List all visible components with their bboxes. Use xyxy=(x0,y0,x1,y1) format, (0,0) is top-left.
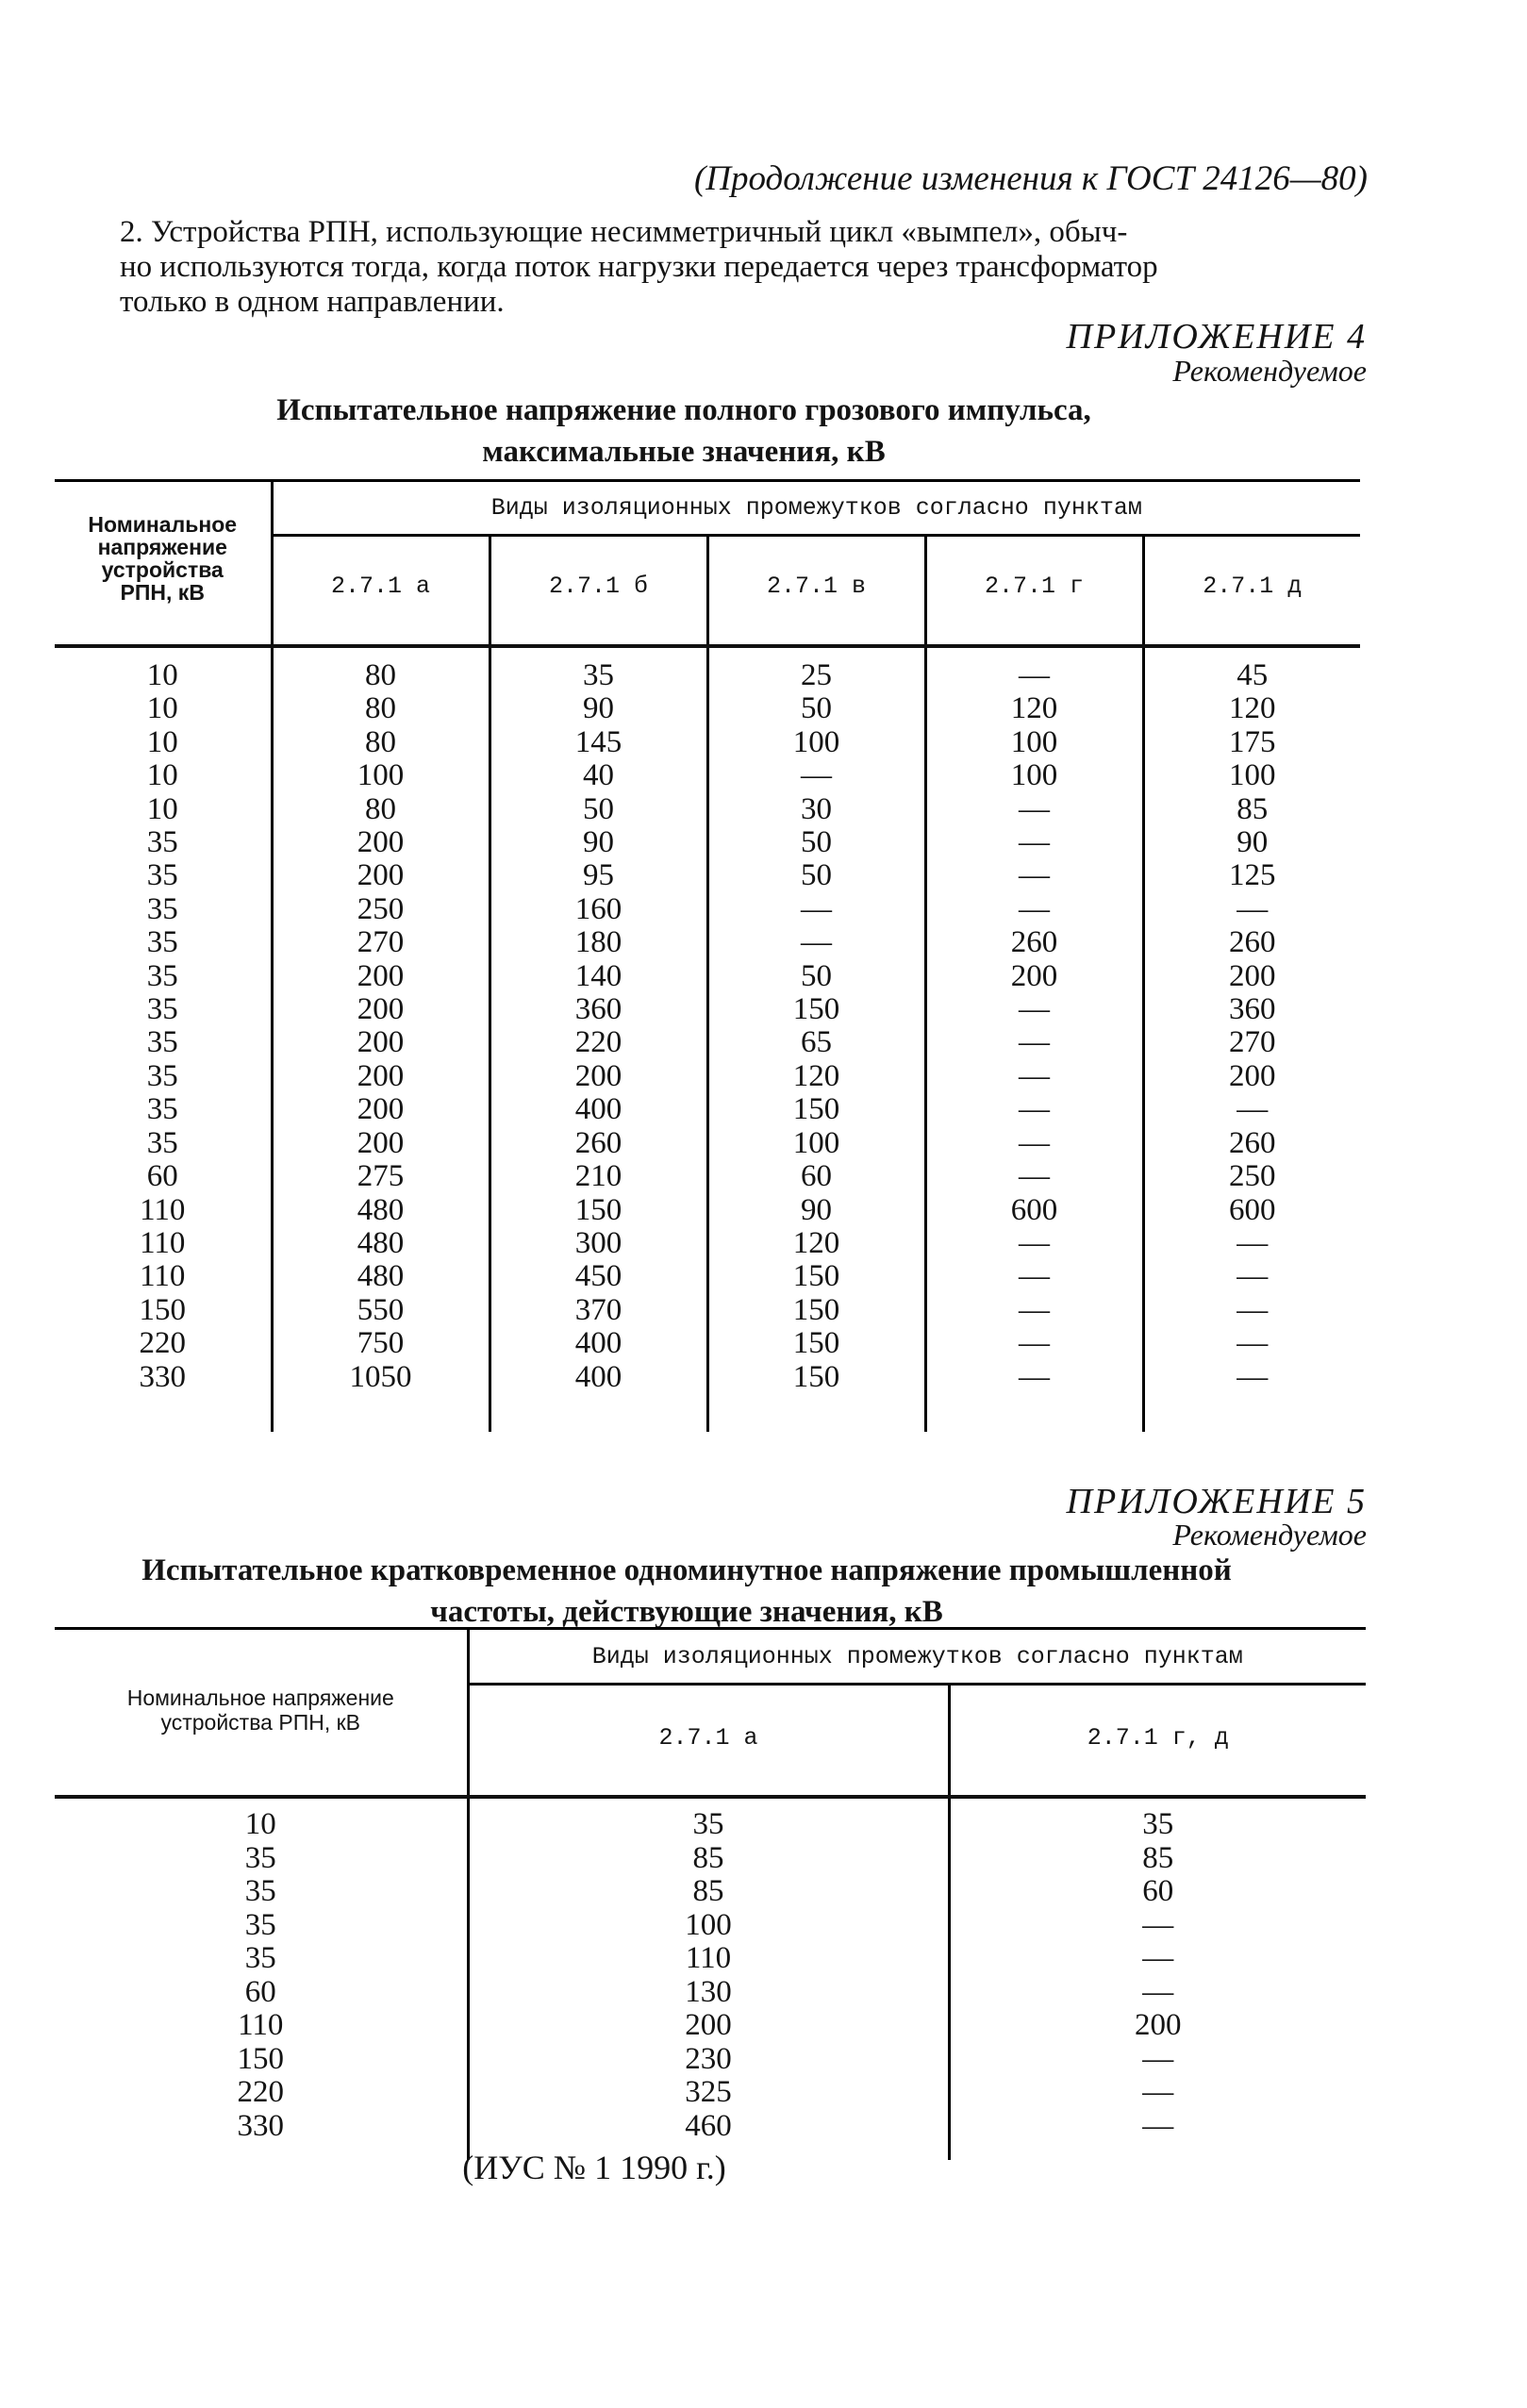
table-cell: 50 xyxy=(707,692,925,725)
table-cell: 30 xyxy=(707,793,925,826)
table-cell: — xyxy=(1143,1093,1360,1126)
row-voltage-cell: 10 xyxy=(146,691,178,726)
table-cell: 200 xyxy=(272,1026,490,1059)
row-voltage-cell: 10 xyxy=(146,658,178,692)
table-cell: — xyxy=(925,1060,1143,1093)
table-row xyxy=(55,1976,1366,2010)
table-cell: — xyxy=(925,1294,1143,1327)
table-row xyxy=(55,1026,1360,1059)
appendix-4-subtitle: Рекомендуемое xyxy=(1172,354,1367,388)
table-cell: 480 xyxy=(272,1194,490,1227)
table-cell: — xyxy=(925,993,1143,1026)
table-cell: 200 xyxy=(272,993,490,1026)
table-cell: 50 xyxy=(490,793,707,826)
table-cell: 260 xyxy=(925,926,1143,959)
table-cell: 125 xyxy=(1143,859,1360,892)
table-cell: 90 xyxy=(490,692,707,725)
table-cell: — xyxy=(1143,1227,1360,1260)
table-row xyxy=(55,1260,1360,1293)
table-cell: 400 xyxy=(490,1093,707,1126)
row-voltage-cell: 35 xyxy=(146,925,178,960)
table-cell: 50 xyxy=(707,960,925,993)
table-cell: 200 xyxy=(272,1093,490,1126)
table-cell: 150 xyxy=(707,1327,925,1360)
table-cell: 50 xyxy=(707,859,925,892)
table-cell: 85 xyxy=(949,1842,1366,1876)
table-cell: 100 xyxy=(925,759,1143,792)
table-cell: 260 xyxy=(1143,1127,1360,1160)
column-header: 2.7.1 г xyxy=(925,536,1143,636)
table-cell: 80 xyxy=(272,793,490,826)
table-cell: 150 xyxy=(490,1194,707,1227)
table-cell: 400 xyxy=(490,1327,707,1360)
group-header: Виды изоляционных промежутков согласно пунктам xyxy=(468,1629,1366,1685)
table-cell: 600 xyxy=(925,1194,1143,1227)
paragraph-line: но используются тогда, когда поток нагрузки передается через трансформатор xyxy=(120,250,1158,284)
table-cell: 270 xyxy=(1143,1026,1360,1059)
table-cell: 200 xyxy=(949,2009,1366,2043)
table-cell: — xyxy=(1143,1361,1360,1394)
table-cell: — xyxy=(925,1260,1143,1293)
table-row xyxy=(55,859,1360,892)
table-row xyxy=(55,726,1360,759)
table-cell: 110 xyxy=(468,1942,949,1976)
table-cell: 200 xyxy=(925,960,1143,993)
table-cell: 360 xyxy=(1143,993,1360,1026)
table-cell: — xyxy=(1143,1327,1360,1360)
table-cell: 100 xyxy=(1143,759,1360,792)
row-voltage-cell: 35 xyxy=(244,1941,276,1975)
row-voltage-cell: 35 xyxy=(146,1025,178,1060)
appendix-4-body xyxy=(55,646,1360,1432)
table-cell: 260 xyxy=(490,1127,707,1160)
table-row xyxy=(55,2110,1366,2144)
appendix-5-title: ПРИЛОЖЕНИЕ 5 xyxy=(1066,1482,1367,1521)
table-cell: — xyxy=(925,826,1143,859)
table-cell: 85 xyxy=(468,1875,949,1909)
table-cell: 100 xyxy=(707,1127,925,1160)
table-cell: — xyxy=(949,1942,1366,1976)
group-header: Виды изоляционных промежутков согласно пунктам xyxy=(272,481,1360,536)
row-voltage-cell: 35 xyxy=(146,858,178,893)
table-cell: — xyxy=(707,893,925,926)
row-voltage-cell: 35 xyxy=(146,825,178,860)
table-cell: — xyxy=(949,1976,1366,2010)
table-row xyxy=(55,1909,1366,1943)
table-row xyxy=(55,2009,1366,2043)
table-cell: 210 xyxy=(490,1160,707,1193)
table-cell: 100 xyxy=(925,726,1143,759)
table-cell: 50 xyxy=(707,826,925,859)
table-cell: 100 xyxy=(468,1909,949,1943)
table-cell: 150 xyxy=(707,1260,925,1293)
table-cell: 600 xyxy=(1143,1194,1360,1227)
row-voltage-cell: 110 xyxy=(140,1225,186,1260)
table-cell: 200 xyxy=(468,2009,949,2043)
table-cell: 200 xyxy=(1143,960,1360,993)
table-cell: 175 xyxy=(1143,726,1360,759)
table-cell: 80 xyxy=(272,646,490,692)
table-row xyxy=(55,759,1360,792)
table-cell: 85 xyxy=(1143,793,1360,826)
table-cell: 35 xyxy=(490,646,707,692)
table-cell: — xyxy=(949,1909,1366,1943)
table-cell: 120 xyxy=(925,692,1143,725)
table-cell: 100 xyxy=(707,726,925,759)
table-cell: — xyxy=(1143,1294,1360,1327)
appendix-5-caption xyxy=(55,1550,1319,1633)
caption-line: максимальные значения, кВ xyxy=(482,435,886,469)
table-row xyxy=(55,893,1360,926)
table-cell: — xyxy=(707,759,925,792)
table-cell: 200 xyxy=(272,859,490,892)
caption-line: частоты, действующие значения, кВ xyxy=(430,1595,943,1629)
paragraph-2 xyxy=(120,215,1365,320)
table-row xyxy=(55,1227,1360,1260)
table-cell: 360 xyxy=(490,993,707,1026)
table-row xyxy=(55,1294,1360,1327)
row-voltage-cell: 35 xyxy=(146,1092,178,1127)
table-cell: 95 xyxy=(490,859,707,892)
table-row xyxy=(55,1194,1360,1227)
table-cell: 200 xyxy=(1143,1060,1360,1093)
row-voltage-cell: 35 xyxy=(244,1874,276,1908)
table-cell: 80 xyxy=(272,692,490,725)
table-row xyxy=(55,2043,1366,2077)
table-cell: 300 xyxy=(490,1227,707,1260)
table-cell: — xyxy=(949,2110,1366,2144)
table-cell: 200 xyxy=(490,1060,707,1093)
column-header: 2.7.1 а xyxy=(272,536,490,636)
row-voltage-cell: 330 xyxy=(237,2108,284,2143)
table-cell: — xyxy=(925,1127,1143,1160)
table-cell: 480 xyxy=(272,1227,490,1260)
table-cell: 80 xyxy=(272,726,490,759)
stub-header: Номинальное напряжение устройства РПН, кВ xyxy=(126,1685,394,1735)
table-cell: 480 xyxy=(272,1260,490,1293)
table-cell: 35 xyxy=(468,1797,949,1842)
table-row xyxy=(55,1942,1366,1976)
table-cell: 90 xyxy=(707,1194,925,1227)
paragraph-line: 2. Устройства РПН, использующие несимметричный цикл «вымпел», обыч- xyxy=(120,215,1128,249)
appendix-5-subtitle: Рекомендуемое xyxy=(1172,1518,1367,1552)
table-cell: 145 xyxy=(490,726,707,759)
table-row xyxy=(55,1875,1366,1909)
table-cell: 150 xyxy=(707,993,925,1026)
table-cell: 250 xyxy=(1143,1160,1360,1193)
table-cell: 200 xyxy=(272,1060,490,1093)
caption-line: Испытательное напряжение полного грозового импульса, xyxy=(276,393,1091,427)
table-cell: 140 xyxy=(490,960,707,993)
row-voltage-cell: 60 xyxy=(244,1974,276,2009)
table-row xyxy=(55,2076,1366,2110)
table-row xyxy=(55,1127,1360,1160)
paragraph-line: только в одном направлении. xyxy=(120,285,505,319)
appendix-4-title: ПРИЛОЖЕНИЕ 4 xyxy=(1066,317,1367,357)
table-cell: 230 xyxy=(468,2043,949,2077)
table-cell: 460 xyxy=(468,2110,949,2144)
table-cell: 25 xyxy=(707,646,925,692)
table-cell: 85 xyxy=(468,1842,949,1876)
column-header: 2.7.1 б xyxy=(490,536,707,636)
table-cell: — xyxy=(925,1026,1143,1059)
table-row xyxy=(55,1842,1366,1876)
table-cell: 325 xyxy=(468,2076,949,2110)
table-cell: 160 xyxy=(490,893,707,926)
appendix-5-table xyxy=(55,1627,1366,2160)
row-voltage-cell: 110 xyxy=(140,1259,186,1294)
table-cell: 90 xyxy=(490,826,707,859)
table-cell: — xyxy=(949,2076,1366,2110)
table-cell: 120 xyxy=(707,1060,925,1093)
table-spacer-row xyxy=(55,1394,1360,1432)
table-cell: 450 xyxy=(490,1260,707,1293)
table-row xyxy=(55,826,1360,859)
row-voltage-cell: 110 xyxy=(140,1192,186,1227)
row-voltage-cell: 220 xyxy=(139,1326,186,1361)
row-voltage-cell: 220 xyxy=(237,2075,284,2109)
continuation-note: (Продолжение изменения к ГОСТ 24126—80) xyxy=(693,159,1368,198)
table-cell: 200 xyxy=(272,1127,490,1160)
table-cell: 250 xyxy=(272,893,490,926)
table-cell: — xyxy=(1143,1260,1360,1293)
row-voltage-cell: 35 xyxy=(244,1840,276,1875)
table-cell: 45 xyxy=(1143,646,1360,692)
table-cell: 750 xyxy=(272,1327,490,1360)
row-voltage-cell: 35 xyxy=(146,891,178,926)
table-row xyxy=(55,1361,1360,1394)
row-voltage-cell: 10 xyxy=(244,1807,276,1841)
table-row xyxy=(55,646,1360,692)
table-cell: 200 xyxy=(272,826,490,859)
table-cell: — xyxy=(925,1093,1143,1126)
table-row xyxy=(55,993,1360,1026)
table-cell: — xyxy=(707,926,925,959)
table-cell: 120 xyxy=(1143,692,1360,725)
table-cell: — xyxy=(925,859,1143,892)
table-cell: — xyxy=(925,793,1143,826)
appendix-4-table xyxy=(55,479,1360,1432)
row-voltage-cell: 150 xyxy=(237,2041,284,2076)
row-voltage-cell: 35 xyxy=(146,992,178,1027)
table-cell: — xyxy=(925,1361,1143,1394)
row-voltage-cell: 35 xyxy=(244,1907,276,1942)
column-header: 2.7.1 д xyxy=(1143,536,1360,636)
table-cell: 35 xyxy=(949,1797,1366,1842)
table-cell: 130 xyxy=(468,1976,949,2010)
table-cell: 100 xyxy=(272,759,490,792)
row-voltage-cell: 150 xyxy=(139,1292,186,1327)
table-cell: 60 xyxy=(949,1875,1366,1909)
row-voltage-cell: 10 xyxy=(146,724,178,759)
table-cell: 200 xyxy=(272,960,490,993)
table-cell: 220 xyxy=(490,1026,707,1059)
caption-line: Испытательное кратковременное одноминутное напряжение промышленной xyxy=(141,1553,1232,1587)
table-cell: — xyxy=(925,1327,1143,1360)
table-cell: 550 xyxy=(272,1294,490,1327)
appendix-4-caption xyxy=(0,390,1368,473)
table-row xyxy=(55,1160,1360,1193)
table-row xyxy=(55,926,1360,959)
column-header: 2.7.1 а xyxy=(468,1685,949,1790)
table-cell: 1050 xyxy=(272,1361,490,1394)
table-row xyxy=(55,793,1360,826)
table-cell: 40 xyxy=(490,759,707,792)
table-cell: 150 xyxy=(707,1294,925,1327)
table-cell: 150 xyxy=(707,1361,925,1394)
table-cell: 150 xyxy=(707,1093,925,1126)
table-cell: 370 xyxy=(490,1294,707,1327)
table-row xyxy=(55,1327,1360,1360)
table-cell: 120 xyxy=(707,1227,925,1260)
table-cell: 275 xyxy=(272,1160,490,1193)
appendix-5-body xyxy=(55,1797,1366,2160)
stub-header: Номинальное напряжение устройства РПН, кВ xyxy=(88,512,238,605)
footer-note: (ИУС № 1 1990 г.) xyxy=(462,2149,726,2186)
table-cell: 180 xyxy=(490,926,707,959)
table-cell: — xyxy=(925,1160,1143,1193)
table-row xyxy=(55,960,1360,993)
table-cell: 60 xyxy=(707,1160,925,1193)
row-voltage-cell: 110 xyxy=(238,2008,284,2042)
column-header: 2.7.1 г, д xyxy=(949,1685,1366,1790)
table-cell: 90 xyxy=(1143,826,1360,859)
row-voltage-cell: 330 xyxy=(139,1359,186,1394)
column-header: 2.7.1 в xyxy=(707,536,925,636)
table-cell: 260 xyxy=(1143,926,1360,959)
row-voltage-cell: 35 xyxy=(146,958,178,993)
table-row xyxy=(55,1060,1360,1093)
row-voltage-cell: 10 xyxy=(146,758,178,793)
table-cell: 400 xyxy=(490,1361,707,1394)
table-row xyxy=(55,692,1360,725)
row-voltage-cell: 10 xyxy=(146,791,178,826)
table-cell: 270 xyxy=(272,926,490,959)
table-cell: — xyxy=(949,2043,1366,2077)
table-cell: — xyxy=(925,1227,1143,1260)
table-cell: — xyxy=(925,893,1143,926)
table-cell: — xyxy=(925,646,1143,692)
table-cell: — xyxy=(1143,893,1360,926)
table-cell: 65 xyxy=(707,1026,925,1059)
row-voltage-cell: 35 xyxy=(146,1125,178,1160)
row-voltage-cell: 60 xyxy=(146,1159,178,1194)
row-voltage-cell: 35 xyxy=(146,1058,178,1093)
table-row xyxy=(55,1093,1360,1126)
table-row xyxy=(55,1797,1366,1842)
